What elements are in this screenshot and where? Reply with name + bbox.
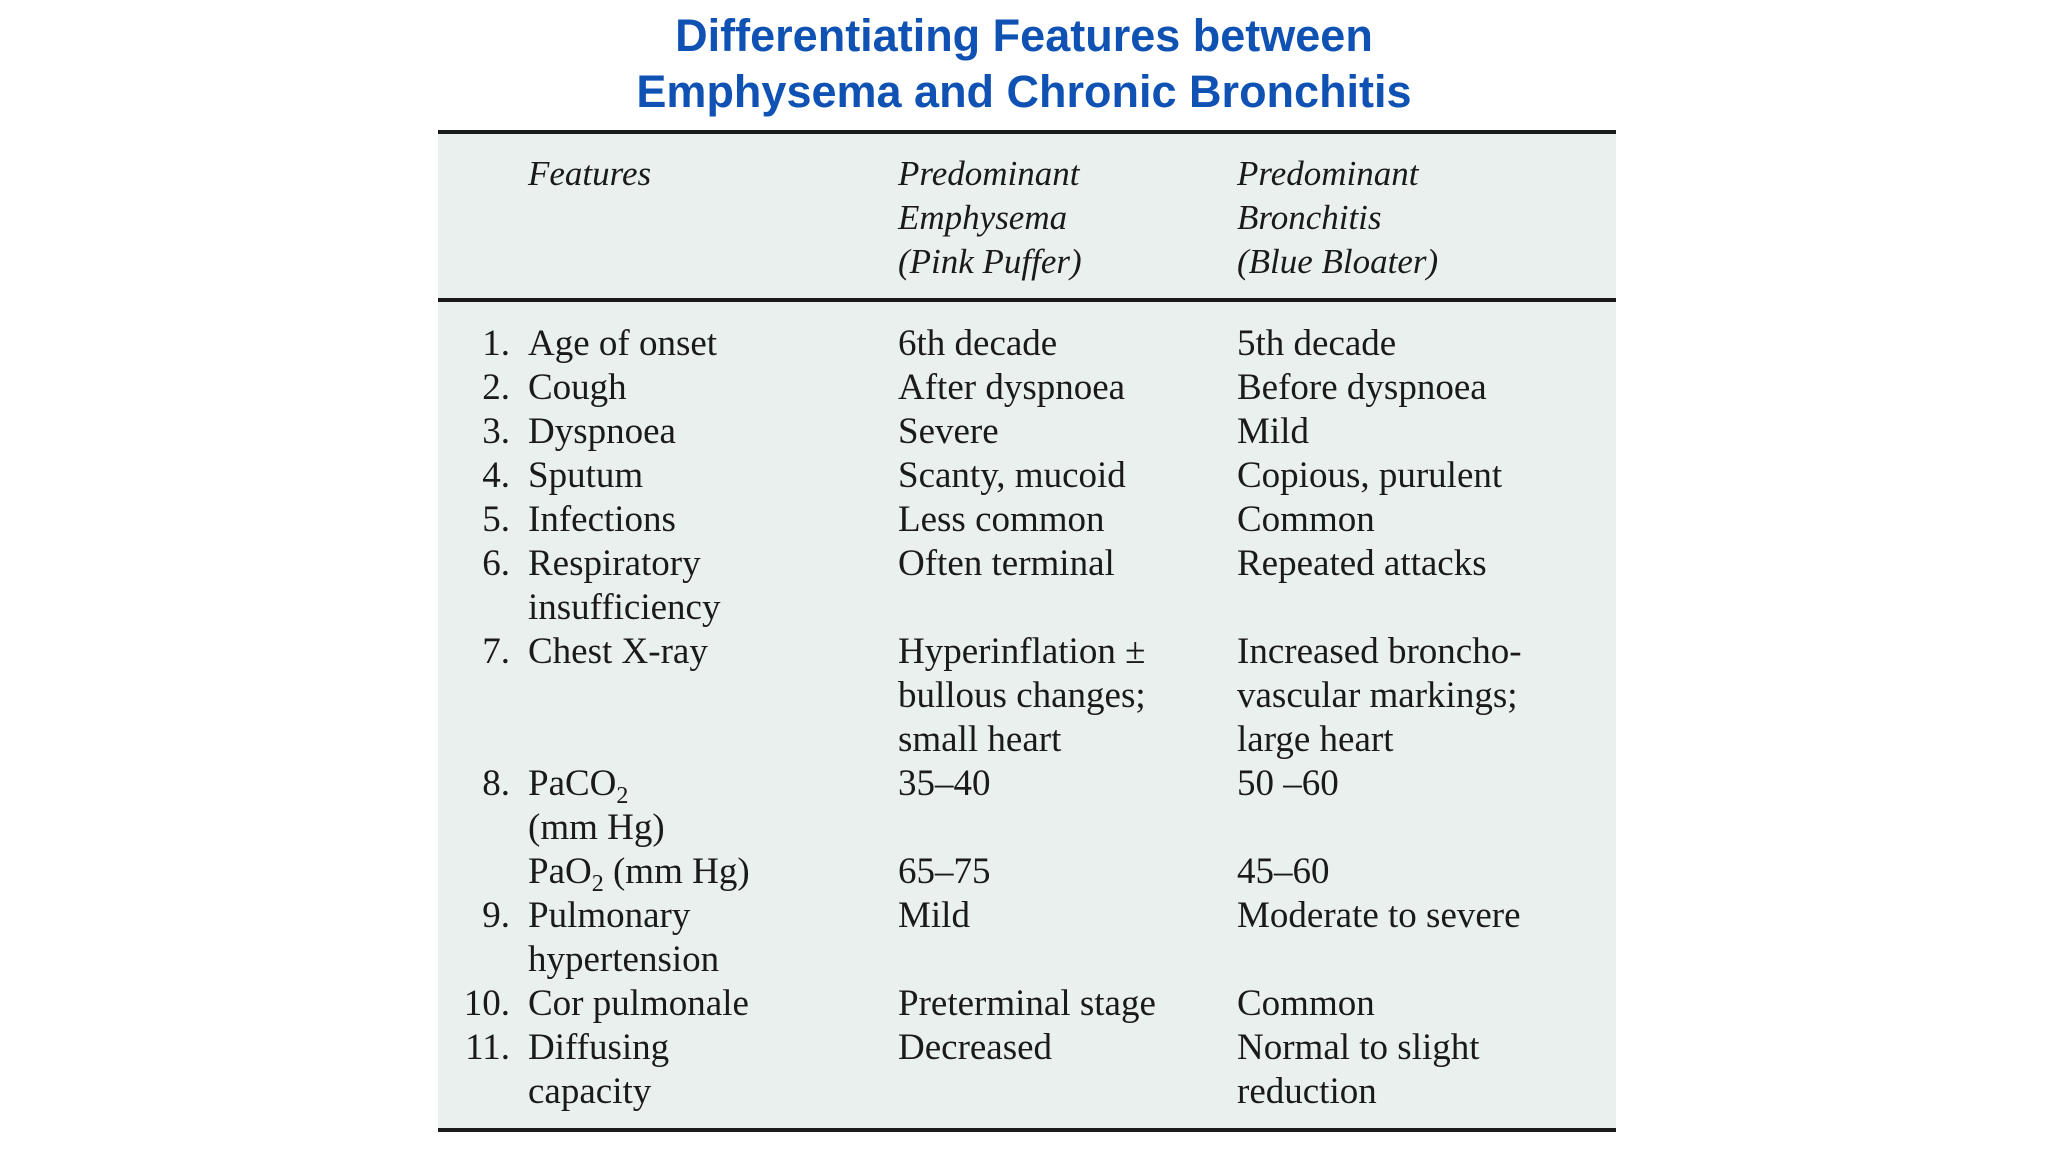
row-number: 5. xyxy=(482,499,510,540)
feature-text: PaCO xyxy=(528,763,617,804)
bronchitis-cell: Increased broncho- vascular markings; large heart xyxy=(1237,631,1522,760)
title-line-2: Emphysema and Chronic Bronchitis xyxy=(636,66,1412,117)
header-emphysema: Predominant Emphysema (Pink Puffer) xyxy=(898,154,1082,281)
bronchitis-cell: Before dyspnoea xyxy=(1237,367,1487,408)
row-number: 2. xyxy=(482,367,510,408)
feature-cell: Cough xyxy=(528,367,627,408)
row-number: 11. xyxy=(465,1027,510,1068)
emphysema-cell: Mild xyxy=(898,895,970,936)
feature-cell: Cor pulmonale xyxy=(528,983,749,1024)
feature-cell: Diffusing capacity xyxy=(528,1027,670,1112)
slide-title xyxy=(0,8,2048,120)
bronchitis-cell: Common xyxy=(1237,499,1375,540)
feature-cell: Pulmonary hypertension xyxy=(528,895,720,980)
bronchitis-cell: Common xyxy=(1237,983,1375,1024)
row-number: 8. xyxy=(482,763,510,804)
feature-cell: Respiratory insufficiency xyxy=(528,543,721,628)
emphysema-cell: Often terminal xyxy=(898,543,1115,584)
emphysema-cell: Hyperinflation ± bullous changes; small heart xyxy=(898,631,1146,760)
feature-cell: Infections xyxy=(528,499,676,540)
bronchitis-cell: Copious, purulent xyxy=(1237,455,1503,496)
feature-cell xyxy=(528,762,665,850)
bronchitis-cell: Repeated attacks xyxy=(1237,543,1487,584)
table-header-rule xyxy=(438,298,1616,302)
bronchitis-cell: Mild xyxy=(1237,411,1309,452)
row-number: 6. xyxy=(482,543,510,584)
bronchitis-cell: Normal to slight reduction xyxy=(1237,1027,1480,1112)
emphysema-cell: 6th decade xyxy=(898,323,1058,364)
emphysema-cell: Less common xyxy=(898,499,1105,540)
table-top-rule xyxy=(438,130,1616,134)
subscript: 2 xyxy=(616,783,629,809)
feature-cell: Dyspnoea xyxy=(528,411,676,452)
emphysema-cell: 35–40 xyxy=(898,763,991,804)
bronchitis-cell: 5th decade xyxy=(1237,323,1397,364)
table-bottom-rule xyxy=(438,1128,1616,1132)
emphysema-cell: Preterminal stage xyxy=(898,983,1156,1024)
emphysema-cell: After dyspnoea xyxy=(898,367,1126,408)
feature-cell: Age of onset xyxy=(528,323,718,364)
emphysema-cell: Severe xyxy=(898,411,999,452)
feature-cell: Sputum xyxy=(528,455,644,496)
title-line-1: Differentiating Features between xyxy=(675,10,1373,61)
feature-unit: (mm Hg) xyxy=(603,851,750,892)
emphysema-cell: Scanty, mucoid xyxy=(898,455,1126,496)
row-number: 4. xyxy=(482,455,510,496)
row-number: 7. xyxy=(482,631,510,672)
emphysema-cell: 65–75 xyxy=(898,851,991,892)
feature-cell: Chest X-ray xyxy=(528,631,708,672)
feature-unit: (mm Hg) xyxy=(528,807,665,848)
feature-text: PaO xyxy=(528,851,592,892)
bronchitis-cell: 45–60 xyxy=(1237,851,1330,892)
bronchitis-cell: 50 –60 xyxy=(1237,763,1339,804)
emphysema-cell: Decreased xyxy=(898,1027,1053,1068)
header-bronchitis: Predominant Bronchitis (Blue Bloater) xyxy=(1237,154,1439,281)
header-features: Features xyxy=(528,154,652,193)
row-number: 10. xyxy=(463,983,510,1024)
bronchitis-cell: Moderate to severe xyxy=(1237,895,1521,936)
subscript: 2 xyxy=(591,871,604,897)
row-number: 3. xyxy=(482,411,510,452)
row-number: 1. xyxy=(482,323,510,364)
feature-cell xyxy=(528,850,750,897)
row-number: 9. xyxy=(482,895,510,936)
